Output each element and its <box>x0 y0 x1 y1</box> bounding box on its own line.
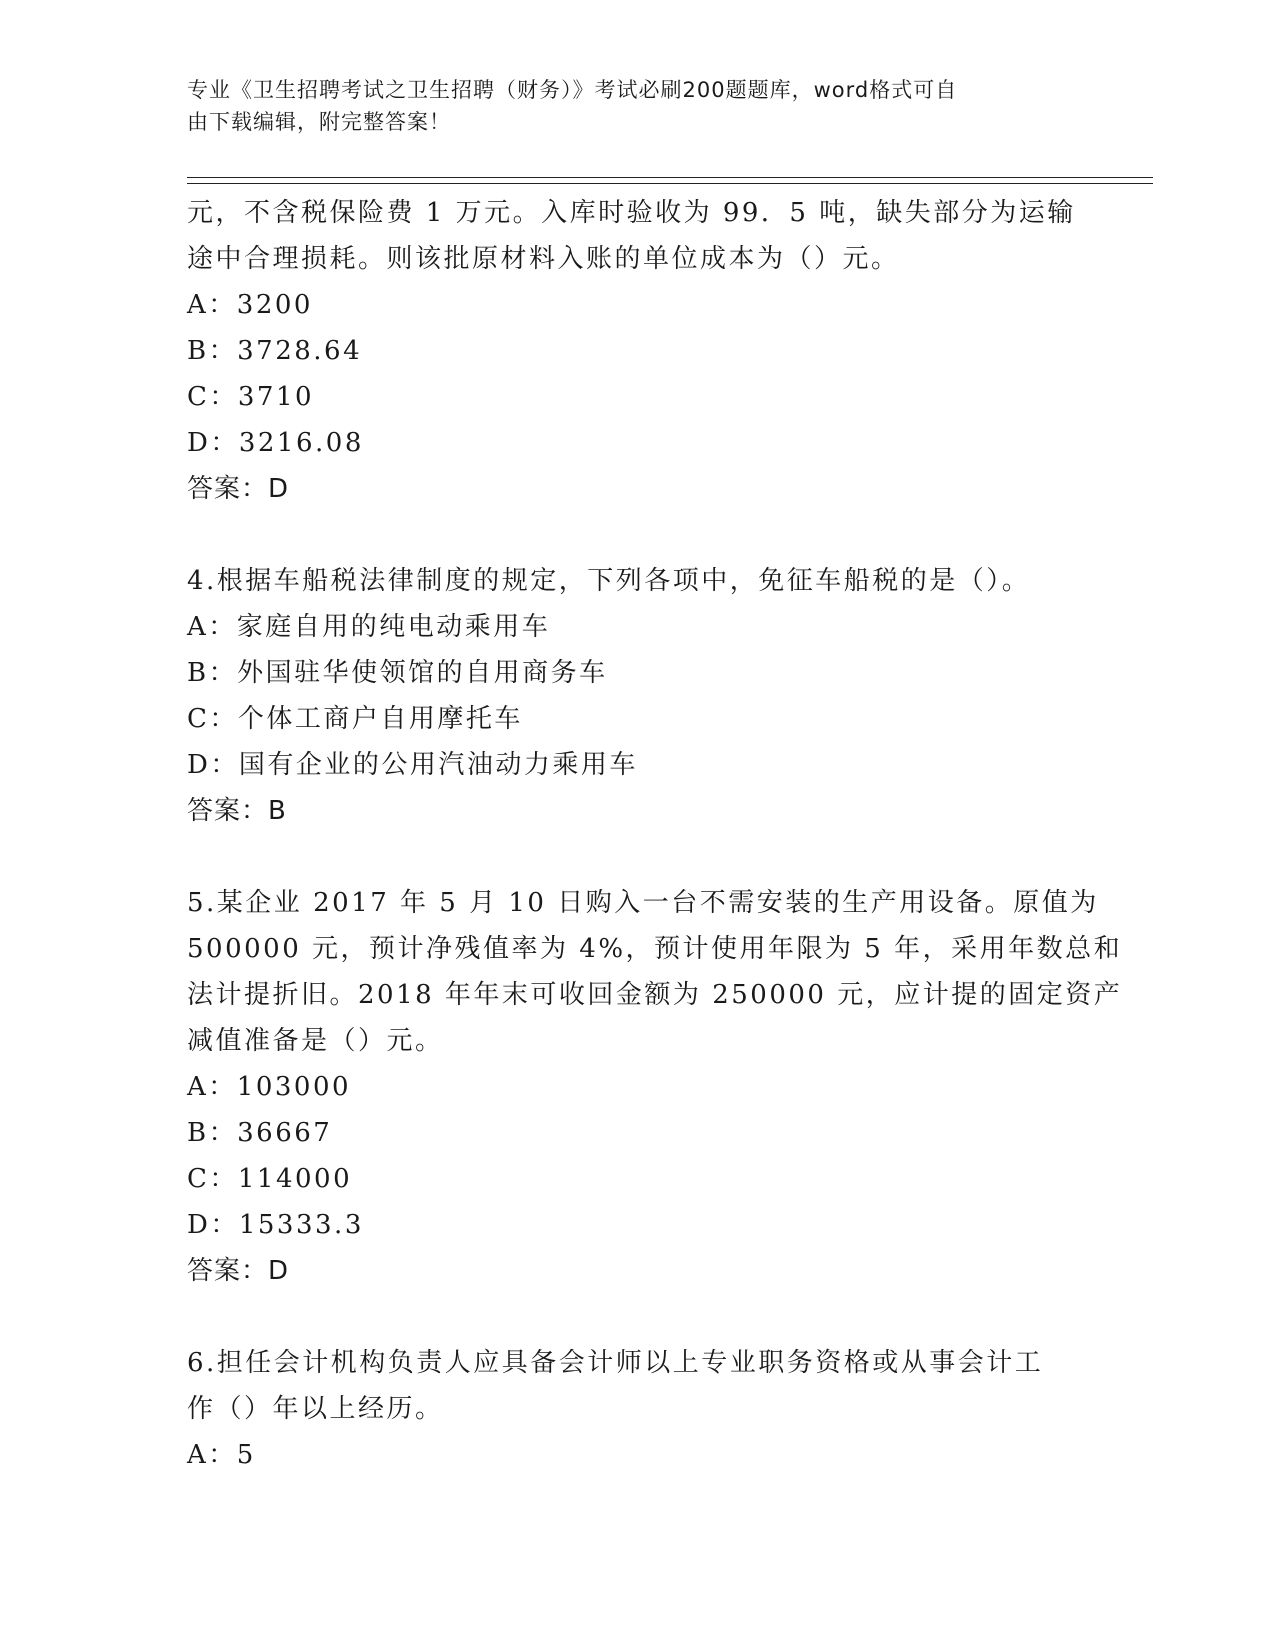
question-text-line: 500000 元，预计净残值率为 4%，预计使用年限为 5 年，采用年数总和 <box>187 934 1123 964</box>
option-d: D：国有企业的公用汽油动力乘用车 <box>187 750 638 780</box>
header-divider-bottom <box>187 183 1153 184</box>
spacer <box>187 512 1087 558</box>
option-c: C：个体工商户自用摩托车 <box>187 704 523 734</box>
option-d: D：3216.08 <box>187 428 364 458</box>
question-6 <box>187 1340 1087 1478</box>
spacer <box>187 1294 1087 1340</box>
header-line-1: 专业《卫生招聘考试之卫生招聘（财务）》考试必刷200题题库，word格式可自 <box>187 78 958 102</box>
option-d: D：15333.3 <box>187 1210 364 1240</box>
answer: 答案：B <box>187 796 287 826</box>
question-3 <box>187 190 1087 512</box>
spacer <box>187 834 1087 880</box>
question-text-line: 5.某企业 2017 年 5 月 10 日购入一台不需安装的生产用设备。原值为 <box>187 888 1099 918</box>
document-header <box>187 74 1067 138</box>
question-text-line: 作（）年以上经历。 <box>187 1394 444 1424</box>
answer: 答案：D <box>187 474 290 504</box>
question-text-line: 减值准备是（）元。 <box>187 1026 444 1056</box>
question-text-line: 途中合理损耗。则该批原材料入账的单位成本为（）元。 <box>187 244 900 274</box>
question-text-line: 法计提折旧。2018 年年末可收回金额为 250000 元，应计提的固定资产 <box>187 980 1123 1010</box>
option-a: A：5 <box>187 1440 256 1470</box>
option-a: A：103000 <box>187 1072 352 1102</box>
question-list <box>187 190 1123 1478</box>
question-text-line: 6.担任会计机构负责人应具备会计师以上专业职务资格或从事会计工 <box>187 1348 1044 1378</box>
option-b: B：36667 <box>187 1118 333 1148</box>
question-5 <box>187 880 1123 1294</box>
option-a: A：3200 <box>187 290 313 320</box>
option-b: B：3728.64 <box>187 336 363 366</box>
answer: 答案：D <box>187 1256 290 1286</box>
header-divider-top <box>187 177 1153 178</box>
question-text-line: 4.根据车船税法律制度的规定，下列各项中，免征车船税的是（）。 <box>187 566 1031 596</box>
option-c: C：114000 <box>187 1164 353 1194</box>
question-text-line: 元，不含税保险费 1 万元。入库时验收为 99．5 吨，缺失部分为运输 <box>187 198 1076 228</box>
option-b: B：外国驻华使领馆的自用商务车 <box>187 658 608 688</box>
option-c: C：3710 <box>187 382 315 412</box>
option-a: A：家庭自用的纯电动乘用车 <box>187 612 551 642</box>
header-line-2: 由下载编辑，附完整答案！ <box>187 110 451 134</box>
question-4 <box>187 558 1087 834</box>
